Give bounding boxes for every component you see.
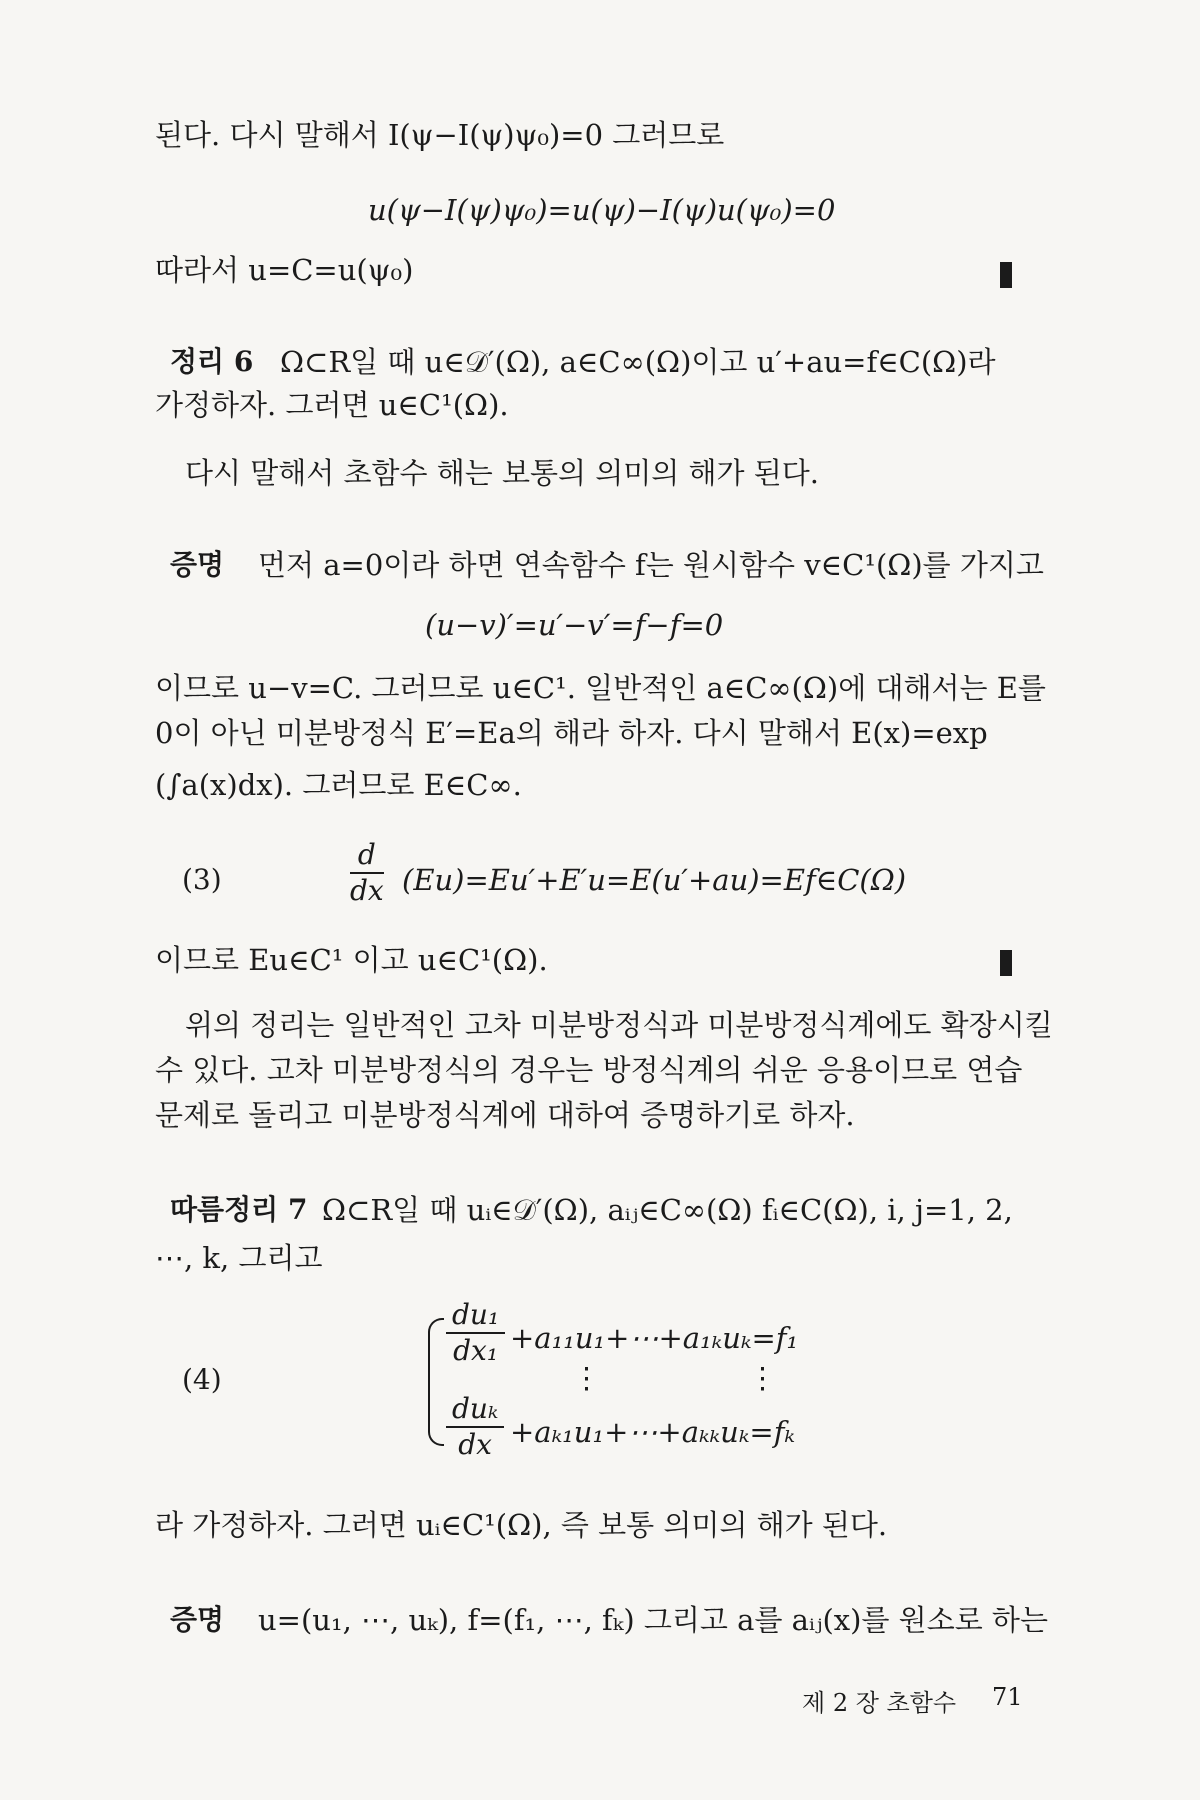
derivative-fraction [350, 838, 384, 908]
theorem-text: 다시 말해서 초함수 해는 보통의 의미의 해가 된다. [185, 456, 820, 490]
system-dots: ⋮ [748, 1361, 777, 1395]
system-row-2-fraction [446, 1392, 504, 1462]
corollary-text: 라 가정하자. 그러면 uᵢ∈C¹(Ω), 즉 보통 의미의 해가 된다. [155, 1508, 888, 1542]
equation: (Eu)=Eu′+E′u=E(u′+au)=Ef∈C(Ω) [402, 863, 907, 897]
proof-text: 먼저 a=0이라 하면 연속함수 f는 원시함수 v∈C¹(Ω)를 가지고 [258, 548, 1044, 582]
equation-number: (4) [182, 1363, 222, 1396]
running-footer-chapter: 제 2 장 초함수 [802, 1689, 957, 1717]
text-line: 따라서 u=C=u(ψ₀) [155, 253, 414, 287]
theorem-text: Ω⊂R일 때 u∈𝒟′(Ω), a∈C∞(Ω)이고 u′+au=f∈C(Ω)라 [280, 345, 996, 379]
fraction-denominator: dx [458, 1428, 492, 1461]
paragraph-text: 위의 정리는 일반적인 고차 미분방정식과 미분방정식계에도 확장시킬 [185, 1008, 1053, 1042]
corollary-text: Ω⊂R일 때 uᵢ∈𝒟′(Ω), aᵢⱼ∈C∞(Ω) fᵢ∈C(Ω), i, j=1, 2, [322, 1193, 1013, 1227]
proof-text: (∫a(x)dx). 그러므로 E∈C∞. [155, 768, 522, 802]
fraction-denominator: dx₁ [453, 1334, 499, 1367]
corollary-label: 따름정리 7 [170, 1193, 308, 1226]
system-row-1: +a₁₁u₁+⋯+a₁ₖuₖ=f₁ [510, 1321, 799, 1355]
qed-mark [1000, 262, 1012, 288]
system-dots: ⋮ [572, 1361, 601, 1395]
proof-label: 증명 [170, 1603, 225, 1636]
theorem-label: 정리 6 [170, 345, 254, 378]
page-number: 71 [992, 1683, 1023, 1711]
paragraph-text: 문제로 돌리고 미분방정식계에 대하여 증명하기로 하자. [155, 1098, 855, 1132]
proof-label: 증명 [170, 548, 225, 581]
equation: u(ψ−I(ψ)ψ₀)=u(ψ)−I(ψ)u(ψ₀)=0 [368, 193, 836, 227]
equation-number: (3) [182, 863, 222, 896]
theorem-text: 가정하자. 그러면 u∈C¹(Ω). [155, 388, 509, 422]
proof-text: u=(u₁, ⋯, uₖ), f=(f₁, ⋯, fₖ) 그리고 a를 aᵢⱼ(x)를 원소로 하는 [258, 1603, 1048, 1637]
proof-text: 이므로 Eu∈C¹ 이고 u∈C¹(Ω). [155, 943, 548, 977]
fraction-numerator: d [350, 838, 384, 874]
fraction-denominator: dx [350, 874, 384, 907]
proof-text: 0이 아닌 미분방정식 E′=Ea의 해라 하자. 다시 말해서 E(x)=exp [155, 716, 988, 750]
fraction-numerator: du₁ [446, 1298, 505, 1334]
system-brace [428, 1318, 444, 1446]
text-line: 된다. 다시 말해서 I(ψ−I(ψ)ψ₀)=0 그러므로 [155, 118, 725, 152]
system-row-1-fraction [446, 1298, 505, 1368]
proof-text: 이므로 u−v=C. 그러므로 u∈C¹. 일반적인 a∈C∞(Ω)에 대해서는 E를 [155, 671, 1046, 705]
corollary-text: ⋯, k, 그리고 [155, 1241, 323, 1275]
system-row-2: +aₖ₁u₁+⋯+aₖₖuₖ=fₖ [510, 1415, 796, 1449]
qed-mark [1000, 950, 1012, 976]
equation: (u−v)′=u′−v′=f−f=0 [425, 608, 724, 642]
paragraph-text: 수 있다. 고차 미분방정식의 경우는 방정식계의 쉬운 응용이므로 연습 [155, 1053, 1023, 1087]
fraction-numerator: duₖ [446, 1392, 504, 1428]
